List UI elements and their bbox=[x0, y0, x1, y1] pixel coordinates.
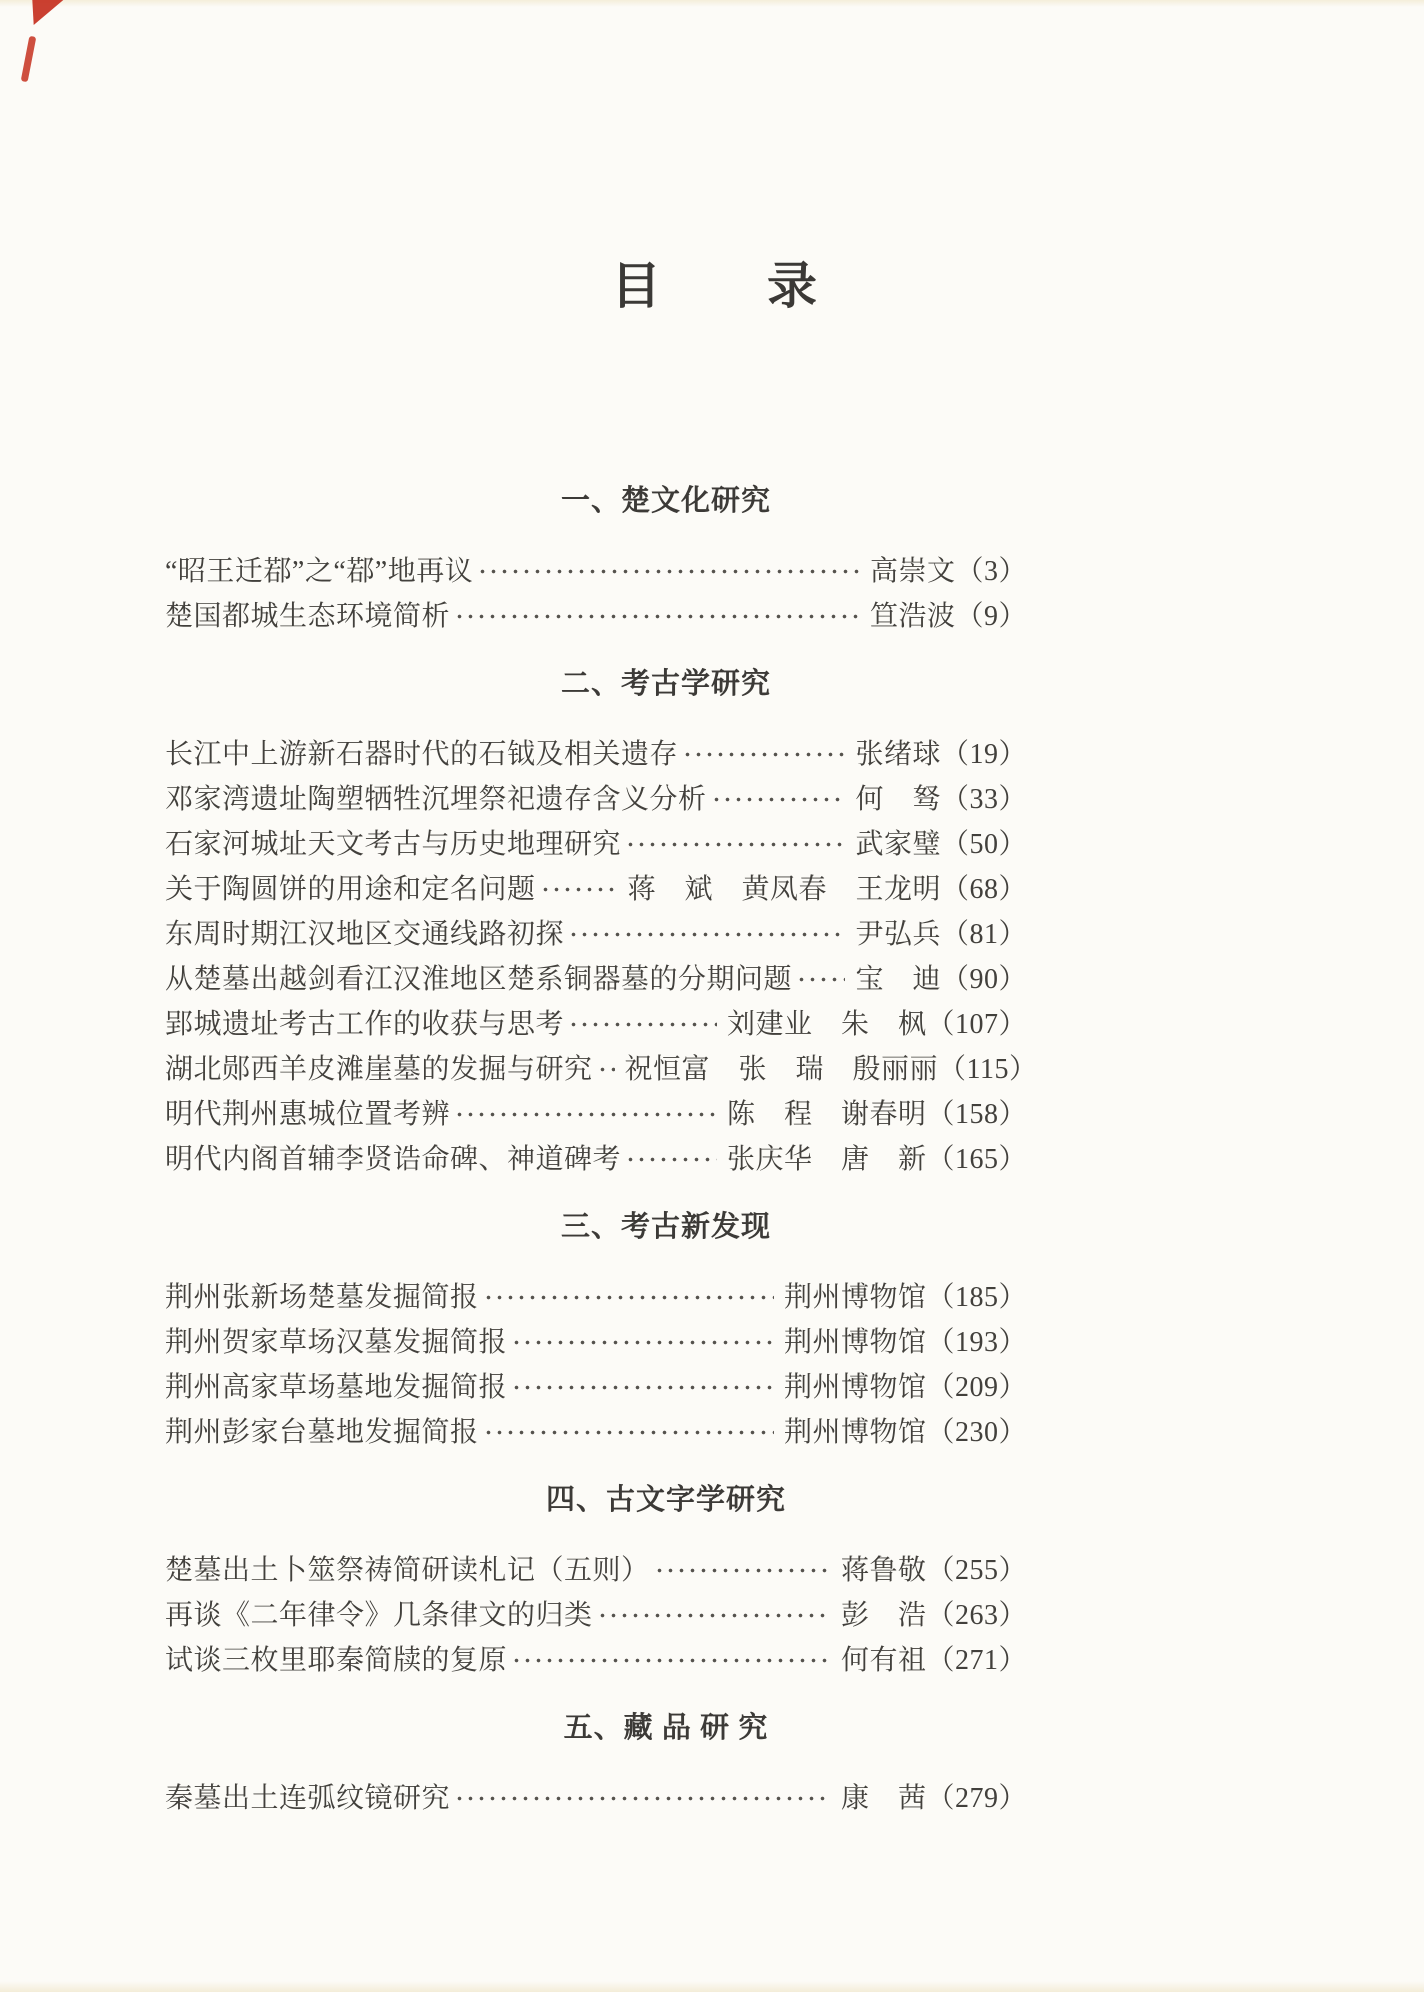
dot-leader bbox=[568, 929, 845, 941]
entry-title: “昭王迁鄀”之“鄀”地再议 bbox=[165, 555, 474, 587]
dot-leader bbox=[796, 974, 845, 986]
entry-authors: 荆州博物馆 bbox=[783, 1281, 927, 1313]
entry-title: 明代内阁首辅李贤诰命碑、神道碑考 bbox=[165, 1143, 622, 1175]
entry-page-number: （185） bbox=[926, 1281, 1027, 1313]
table-of-contents bbox=[165, 0, 1038, 1818]
toc-entry bbox=[165, 1545, 1027, 1590]
dot-leader bbox=[511, 1382, 774, 1394]
entry-page-number: （158） bbox=[926, 1098, 1027, 1130]
entry-title: 荆州张新场楚墓发掘简报 bbox=[165, 1281, 479, 1313]
dot-leader bbox=[511, 1337, 774, 1349]
entry-title: 荆州贺家草场汉墓发掘简报 bbox=[165, 1326, 508, 1358]
toc-entry bbox=[165, 1773, 1027, 1818]
entry-title: 秦墓出土连弧纹镜研究 bbox=[165, 1782, 451, 1814]
entry-title: 长江中上游新石器时代的石钺及相关遗存 bbox=[165, 738, 679, 770]
entry-authors: 尹弘兵 bbox=[855, 918, 941, 950]
dot-leader bbox=[597, 1610, 831, 1622]
toc-section bbox=[165, 1210, 1027, 1452]
toc-entry bbox=[165, 774, 1027, 819]
entry-title: 湖北郧西羊皮滩崖墓的发掘与研究 bbox=[165, 1053, 593, 1085]
section-entries bbox=[165, 729, 1038, 1179]
toc-entry bbox=[165, 1089, 1027, 1134]
entry-authors: 荆州博物馆 bbox=[783, 1371, 927, 1403]
entry-authors: 武家璧 bbox=[855, 828, 941, 860]
entry-title: 明代荆州惠城位置考辨 bbox=[165, 1098, 451, 1130]
entry-title: 再谈《二年律令》几条律文的归类 bbox=[165, 1599, 593, 1631]
section-heading: 三、考古新发现 bbox=[560, 1211, 771, 1243]
entry-page-number: （107） bbox=[926, 1008, 1027, 1040]
entry-authors: 笪浩波 bbox=[869, 600, 956, 632]
section-entries bbox=[165, 1272, 1027, 1452]
section-entries bbox=[165, 546, 1027, 636]
toc-entry bbox=[165, 1362, 1027, 1407]
dot-leader bbox=[597, 1064, 615, 1076]
entry-page-number: （165） bbox=[926, 1143, 1027, 1175]
toc-section bbox=[165, 667, 1038, 1179]
entry-title: 荆州彭家台墓地发掘简报 bbox=[165, 1416, 479, 1448]
entry-page-number: （50） bbox=[940, 828, 1027, 860]
entry-title: 荆州高家草场墓地发掘简报 bbox=[165, 1371, 508, 1403]
dot-leader bbox=[477, 566, 860, 578]
dot-leader bbox=[483, 1427, 774, 1439]
entry-authors: 何 驽 bbox=[855, 783, 941, 815]
entry-authors: 彭 浩 bbox=[840, 1599, 927, 1631]
section-entries bbox=[165, 1545, 1027, 1680]
entry-title: 从楚墓出越剑看江汉淮地区楚系铜器墓的分期问题 bbox=[165, 963, 793, 995]
entry-authors: 荆州博物馆 bbox=[783, 1416, 927, 1448]
entry-page-number: （81） bbox=[940, 918, 1027, 950]
toc-entry bbox=[165, 1134, 1027, 1179]
dot-leader bbox=[625, 839, 845, 851]
entry-authors: 祝恒富 张 瑞 殷丽丽 bbox=[624, 1053, 939, 1085]
dot-leader bbox=[483, 1292, 774, 1304]
entry-page-number: （230） bbox=[926, 1416, 1027, 1448]
toc-entry bbox=[165, 546, 1027, 591]
dot-leader bbox=[511, 1655, 831, 1667]
toc-section bbox=[165, 1711, 1027, 1818]
toc-entry bbox=[165, 1635, 1027, 1680]
toc-section bbox=[165, 1483, 1027, 1680]
scan-edge-tint-bottom bbox=[0, 1981, 1424, 1992]
entry-title: 试谈三枚里耶秦简牍的复原 bbox=[165, 1644, 508, 1676]
section-heading: 五、藏 品 研 究 bbox=[563, 1712, 769, 1744]
entry-authors: 宝 迪 bbox=[855, 963, 941, 995]
entry-title: 石家河城址天文考古与历史地理研究 bbox=[165, 828, 622, 860]
toc-entry bbox=[165, 591, 1027, 636]
dot-leader bbox=[540, 884, 618, 896]
red-scan-artifact bbox=[30, 0, 64, 25]
entry-authors: 陈 程 谢春明 bbox=[726, 1098, 927, 1130]
dot-leader bbox=[568, 1019, 717, 1031]
toc-entry bbox=[165, 1590, 1027, 1635]
dot-leader bbox=[654, 1565, 831, 1577]
entry-page-number: （19） bbox=[940, 738, 1027, 770]
page-title: 目 录 bbox=[611, 258, 819, 314]
dot-leader bbox=[454, 1793, 831, 1805]
toc-entry bbox=[165, 999, 1027, 1044]
toc-entry bbox=[165, 1272, 1027, 1317]
dot-leader bbox=[454, 611, 860, 623]
toc-entry bbox=[165, 729, 1027, 774]
entry-page-number: （271） bbox=[926, 1644, 1027, 1676]
entry-page-number: （209） bbox=[926, 1371, 1027, 1403]
entry-page-number: （3） bbox=[955, 555, 1027, 587]
dot-leader bbox=[682, 749, 845, 761]
entry-title: 关于陶圆饼的用途和定名问题 bbox=[165, 873, 536, 905]
dot-leader bbox=[711, 794, 846, 806]
entry-page-number: （255） bbox=[926, 1554, 1027, 1586]
entry-authors: 康 茜 bbox=[840, 1782, 927, 1814]
entry-authors: 刘建业 朱 枫 bbox=[726, 1008, 927, 1040]
entry-page-number: （90） bbox=[940, 963, 1027, 995]
entry-page-number: （33） bbox=[940, 783, 1027, 815]
entry-authors: 张庆华 唐 新 bbox=[726, 1143, 927, 1175]
entry-authors: 何有祖 bbox=[840, 1644, 927, 1676]
toc-sections bbox=[165, 484, 1038, 1818]
dot-leader bbox=[625, 1154, 717, 1166]
entry-authors: 蒋 斌 黄凤春 王龙明 bbox=[627, 873, 941, 905]
entry-authors: 张绪球 bbox=[855, 738, 941, 770]
toc-entry bbox=[165, 1317, 1027, 1362]
entry-page-number: （279） bbox=[926, 1782, 1027, 1814]
entry-title: 楚国都城生态环境简析 bbox=[165, 600, 451, 632]
toc-entry bbox=[165, 954, 1027, 999]
section-heading: 四、古文字学研究 bbox=[545, 1484, 786, 1516]
entry-page-number: （68） bbox=[940, 873, 1027, 905]
entry-page-number: （193） bbox=[926, 1326, 1027, 1358]
section-entries bbox=[165, 1773, 1027, 1818]
entry-title: 邓家湾遗址陶塑牺牲沉埋祭祀遗存含义分析 bbox=[165, 783, 707, 815]
red-scan-artifact bbox=[21, 36, 37, 82]
toc-section bbox=[165, 484, 1027, 636]
entry-title: 东周时期江汉地区交通线路初探 bbox=[165, 918, 565, 950]
toc-entry bbox=[165, 909, 1027, 954]
section-heading: 二、考古学研究 bbox=[560, 668, 771, 700]
entry-page-number: （9） bbox=[955, 600, 1027, 632]
toc-entry bbox=[165, 1407, 1027, 1452]
entry-page-number: （263） bbox=[926, 1599, 1027, 1631]
entry-title: 郢城遗址考古工作的收获与思考 bbox=[165, 1008, 565, 1040]
section-heading: 一、楚文化研究 bbox=[560, 485, 771, 517]
entry-authors: 高崇文 bbox=[869, 555, 956, 587]
dot-leader bbox=[454, 1109, 717, 1121]
entry-authors: 荆州博物馆 bbox=[783, 1326, 927, 1358]
toc-entry bbox=[165, 1044, 1038, 1089]
entry-page-number: （115） bbox=[938, 1053, 1038, 1085]
entry-authors: 蒋鲁敬 bbox=[840, 1554, 927, 1586]
toc-entry bbox=[165, 819, 1027, 864]
toc-entry bbox=[165, 864, 1027, 909]
entry-title: 楚墓出土卜筮祭祷简研读札记（五则） bbox=[165, 1554, 650, 1586]
